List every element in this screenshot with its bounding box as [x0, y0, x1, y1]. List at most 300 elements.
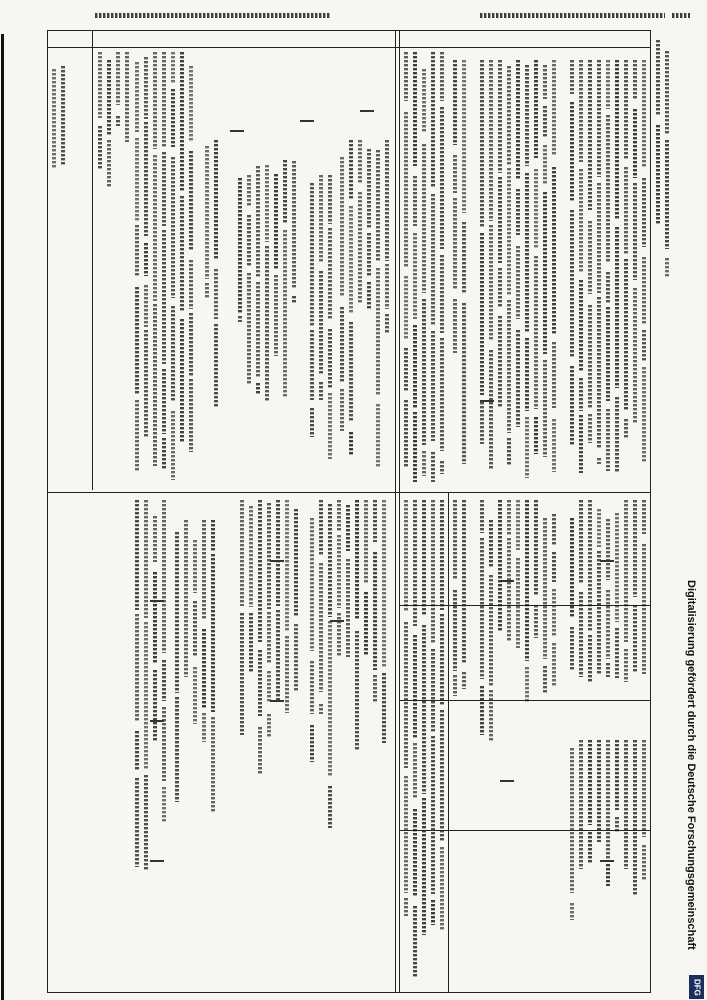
text-line: [404, 348, 408, 392]
text-line: [267, 671, 271, 703]
text-line: [570, 903, 574, 920]
text-line: [615, 817, 619, 833]
text-line: [180, 196, 184, 311]
text-line: [431, 649, 435, 732]
text-line: [516, 500, 520, 550]
text-line: [135, 62, 139, 132]
text-line: [440, 614, 444, 706]
text-line: [346, 505, 350, 551]
text-line: [193, 601, 197, 657]
text-line: [349, 206, 353, 314]
text-line: [552, 589, 556, 637]
text-line: [256, 383, 260, 395]
text-line: [189, 260, 193, 309]
text-line: [214, 140, 218, 260]
text-line: [240, 613, 244, 735]
text-line: [319, 563, 323, 692]
text-line: [507, 538, 511, 642]
text-line: [153, 155, 157, 301]
text-line: [552, 419, 556, 472]
text-line: [570, 210, 574, 357]
text-line: [615, 513, 619, 622]
text-line: [144, 57, 148, 119]
text-line: [552, 342, 556, 408]
text-line: [534, 605, 538, 638]
text-line: [364, 500, 368, 584]
text-line: [413, 412, 417, 482]
text-line: [276, 500, 280, 606]
text-line: [588, 740, 592, 825]
text-line: [162, 52, 166, 147]
text-line: [453, 155, 457, 193]
text-line: [98, 52, 102, 118]
text-line: [543, 666, 547, 694]
text-line: [543, 360, 547, 457]
text-line: [258, 727, 262, 774]
text-line: [480, 60, 484, 228]
text-line: [453, 590, 457, 671]
text-line: [525, 338, 529, 411]
text-line: [606, 740, 610, 859]
text-line: [404, 276, 408, 340]
text-line: [358, 140, 362, 184]
text-line: [404, 622, 408, 768]
text-line: [171, 411, 175, 480]
text-line: [615, 740, 619, 810]
text-line: [480, 402, 484, 444]
table-rule-horizontal: [47, 992, 651, 993]
text-line: [205, 146, 209, 279]
text-line: [570, 627, 574, 671]
text-line: [265, 246, 269, 402]
text-line: [267, 503, 271, 609]
text-line: [570, 366, 574, 445]
text-line: [189, 151, 193, 251]
text-line: [606, 663, 610, 677]
text-line: [162, 500, 166, 653]
text-line: [624, 167, 628, 255]
table-rule-vertical: [448, 492, 449, 993]
text-line: [534, 256, 538, 409]
text-line: [534, 417, 538, 454]
text-line: [570, 748, 574, 893]
text-line: [98, 126, 102, 169]
text-line: [588, 414, 592, 443]
text-line: [349, 322, 353, 422]
text-line: [579, 378, 583, 411]
dash-mark: [150, 600, 164, 602]
text-line: [404, 776, 408, 893]
text-line: [328, 393, 332, 459]
text-line: [633, 740, 637, 895]
text-line: [597, 60, 601, 177]
text-line: [292, 296, 296, 303]
text-line: [642, 500, 646, 534]
text-line: [346, 559, 350, 657]
text-line: [116, 116, 120, 126]
text-line: [552, 643, 556, 687]
text-line: [525, 417, 529, 478]
text-line: [382, 673, 386, 743]
header-text-line: [480, 13, 665, 18]
text-line: [340, 307, 344, 382]
text-line: [319, 500, 323, 556]
text-line: [507, 300, 511, 433]
text-line: [144, 330, 148, 438]
text-line: [267, 612, 271, 664]
text-line: [319, 704, 323, 714]
text-line: [162, 152, 166, 226]
text-line: [385, 264, 389, 309]
text-line: [552, 514, 556, 546]
text-line: [193, 667, 197, 724]
text-line: [202, 713, 206, 742]
text-line: [480, 538, 484, 679]
text-line: [624, 649, 628, 682]
text-line: [615, 397, 619, 472]
text-line: [144, 775, 148, 870]
text-line: [328, 175, 332, 224]
table-rule-horizontal: [47, 492, 651, 493]
text-line: [498, 500, 502, 632]
text-line: [267, 714, 271, 738]
dash-mark: [270, 560, 284, 562]
text-line: [153, 52, 157, 149]
text-line: [633, 60, 637, 100]
dash-mark: [500, 580, 514, 582]
text-line: [489, 350, 493, 470]
text-line: [516, 558, 520, 648]
text-line: [440, 338, 444, 451]
text-line: [516, 60, 520, 179]
text-line: [588, 60, 592, 210]
text-line: [285, 500, 289, 632]
text-line: [597, 740, 601, 842]
text-line: [135, 778, 139, 867]
text-line: [373, 675, 377, 702]
text-line: [462, 672, 466, 689]
dash-mark: [500, 780, 514, 782]
text-line: [153, 670, 157, 742]
text-line: [285, 636, 289, 713]
text-line: [507, 438, 511, 465]
text-line: [189, 313, 193, 376]
text-line: [310, 408, 314, 437]
text-line: [440, 255, 444, 333]
text-line: [642, 845, 646, 880]
text-line: [489, 60, 493, 221]
text-line: [258, 500, 262, 642]
text-line: [310, 330, 314, 400]
text-line: [665, 258, 669, 278]
text-line: [135, 400, 139, 471]
text-line: [107, 60, 111, 136]
table-rule-vertical: [92, 30, 93, 490]
text-line: [606, 115, 610, 262]
text-line: [665, 140, 669, 249]
text-line: [489, 575, 493, 686]
text-line: [340, 389, 344, 431]
text-line: [404, 500, 408, 611]
text-line: [431, 736, 435, 894]
dash-mark: [150, 860, 164, 862]
text-line: [367, 149, 371, 228]
text-line: [422, 451, 426, 476]
text-line: [606, 409, 610, 471]
text-line: [413, 743, 417, 798]
text-line: [624, 419, 628, 439]
text-line: [135, 614, 139, 721]
text-line: [615, 227, 619, 388]
text-line: [162, 660, 166, 701]
text-line: [642, 367, 646, 463]
text-line: [211, 554, 215, 712]
table-rule-vertical: [47, 30, 48, 993]
text-line: [624, 259, 628, 411]
text-line: [431, 194, 435, 325]
table-rule-vertical: [395, 30, 396, 993]
text-line: [413, 176, 417, 226]
text-line: [184, 520, 188, 677]
text-line: [292, 161, 296, 288]
text-line: [579, 60, 583, 162]
text-line: [144, 285, 148, 327]
text-line: [570, 102, 574, 201]
text-line: [404, 400, 408, 467]
text-line: [385, 140, 389, 261]
text-line: [656, 125, 660, 224]
text-line: [180, 319, 184, 443]
text-line: [570, 518, 574, 618]
text-line: [376, 404, 380, 467]
text-line: [431, 52, 435, 188]
dash-mark: [360, 110, 374, 112]
text-line: [633, 183, 637, 280]
text-line: [249, 506, 253, 607]
text-line: [597, 551, 601, 674]
text-line: [588, 221, 592, 294]
text-line: [606, 864, 610, 886]
text-line: [588, 500, 592, 631]
text-line: [135, 225, 139, 277]
text-line: [310, 518, 314, 651]
text-line: [328, 329, 332, 389]
text-line: [642, 330, 646, 362]
text-line: [171, 52, 175, 83]
text-line: [579, 415, 583, 473]
text-line: [462, 500, 466, 664]
text-line: [202, 629, 206, 708]
text-line: [489, 225, 493, 340]
table-rule-vertical: [650, 30, 651, 993]
text-line: [588, 832, 592, 864]
text-line: [606, 590, 610, 659]
text-line: [624, 500, 628, 642]
text-line: [355, 631, 359, 750]
text-line: [247, 273, 251, 384]
text-line: [597, 458, 601, 464]
text-line: [552, 60, 556, 156]
text-line: [258, 650, 262, 716]
text-line: [135, 731, 139, 771]
text-line: [480, 686, 484, 735]
text-line: [579, 592, 583, 677]
text-line: [337, 535, 341, 608]
text-line: [440, 107, 444, 249]
text-line: [349, 140, 353, 200]
text-line: [205, 283, 209, 299]
text-line: [367, 282, 371, 310]
text-line: [367, 233, 371, 276]
dfg-logo: [689, 975, 704, 999]
text-line: [453, 500, 457, 580]
text-line: [382, 500, 386, 668]
header-text-line: [95, 13, 330, 18]
text-line: [202, 520, 206, 619]
text-line: [579, 169, 583, 272]
text-line: [283, 160, 287, 224]
text-line: [525, 500, 529, 661]
text-line: [453, 675, 457, 696]
text-line: [319, 175, 323, 263]
text-line: [462, 303, 466, 464]
text-line: [543, 518, 547, 659]
text-line: [413, 809, 417, 897]
dash-mark: [480, 400, 494, 402]
text-line: [588, 635, 592, 683]
text-line: [376, 268, 380, 395]
dash-mark: [300, 120, 314, 122]
text-line: [633, 288, 637, 424]
text-line: [340, 157, 344, 297]
text-line: [214, 269, 218, 319]
text-line: [240, 500, 244, 606]
dash-mark: [600, 560, 614, 562]
text-line: [294, 509, 298, 617]
text-line: [453, 299, 457, 353]
text-line: [162, 707, 166, 781]
text-line: [376, 150, 380, 261]
text-line: [498, 177, 502, 263]
text-line: [431, 500, 435, 643]
text-line: [615, 628, 619, 678]
text-line: [171, 89, 175, 147]
text-line: [431, 331, 435, 441]
text-line: [256, 166, 260, 278]
digitization-notice: Digitalisierung gefördert durch die Deutsche Forschungsgemeinschaft: [685, 580, 697, 950]
text-line: [665, 51, 669, 134]
text-line: [153, 516, 157, 562]
text-line: [358, 192, 362, 303]
text-line: [633, 605, 637, 672]
text-line: [125, 52, 129, 142]
text-line: [440, 847, 444, 931]
text-line: [579, 740, 583, 869]
text-line: [534, 60, 538, 158]
text-line: [507, 168, 511, 295]
text-line: [413, 52, 417, 166]
text-line: [310, 661, 314, 714]
text-line: [552, 552, 556, 582]
text-line: [633, 109, 637, 178]
table-rule-vertical: [399, 30, 400, 993]
text-line: [579, 500, 583, 584]
text-line: [606, 272, 610, 303]
text-line: [413, 906, 417, 978]
text-line: [310, 183, 314, 326]
text-line: [189, 66, 193, 142]
text-line: [489, 690, 493, 742]
text-line: [283, 230, 287, 398]
header-text-line: [672, 13, 690, 18]
text-line: [431, 452, 435, 482]
text-line: [144, 622, 148, 770]
text-line: [413, 500, 417, 626]
text-line: [579, 280, 583, 371]
text-line: [135, 287, 139, 394]
text-line: [656, 40, 660, 116]
text-line: [328, 621, 332, 776]
table-rule-horizontal: [400, 830, 650, 831]
text-line: [319, 271, 323, 375]
text-line: [440, 461, 444, 474]
text-line: [144, 243, 148, 276]
text-line: [633, 500, 637, 597]
table-rule-horizontal: [47, 30, 651, 31]
text-line: [525, 65, 529, 166]
text-line: [162, 787, 166, 823]
text-line: [606, 307, 610, 401]
text-line: [211, 520, 215, 551]
text-line: [543, 65, 547, 99]
text-line: [534, 169, 538, 248]
text-line: [606, 60, 610, 109]
text-line: [171, 306, 175, 401]
text-line: [597, 297, 601, 449]
text-line: [319, 382, 323, 400]
text-line: [52, 69, 56, 168]
text-line: [642, 60, 646, 167]
text-line: [310, 725, 314, 762]
text-line: [189, 379, 193, 452]
text-line: [116, 52, 120, 105]
text-line: [642, 740, 646, 837]
dash-mark: [270, 700, 284, 702]
text-line: [144, 122, 148, 236]
text-line: [294, 624, 298, 691]
text-line: [440, 710, 444, 841]
text-line: [373, 552, 377, 670]
text-line: [422, 299, 426, 445]
text-line: [525, 173, 529, 333]
text-line: [507, 500, 511, 535]
text-line: [453, 60, 457, 145]
text-line: [516, 246, 520, 319]
text-line: [480, 233, 484, 395]
text-line: [247, 215, 251, 267]
text-line: [175, 697, 179, 802]
text-line: [606, 519, 610, 580]
text-line: [144, 500, 148, 618]
text-line: [385, 314, 389, 334]
text-line: [265, 165, 269, 242]
text-line: [422, 69, 426, 133]
text-line: [135, 138, 139, 221]
text-line: [349, 432, 353, 456]
text-line: [480, 500, 484, 533]
dfg-logo-text: DFG: [692, 978, 702, 996]
text-line: [552, 167, 556, 335]
